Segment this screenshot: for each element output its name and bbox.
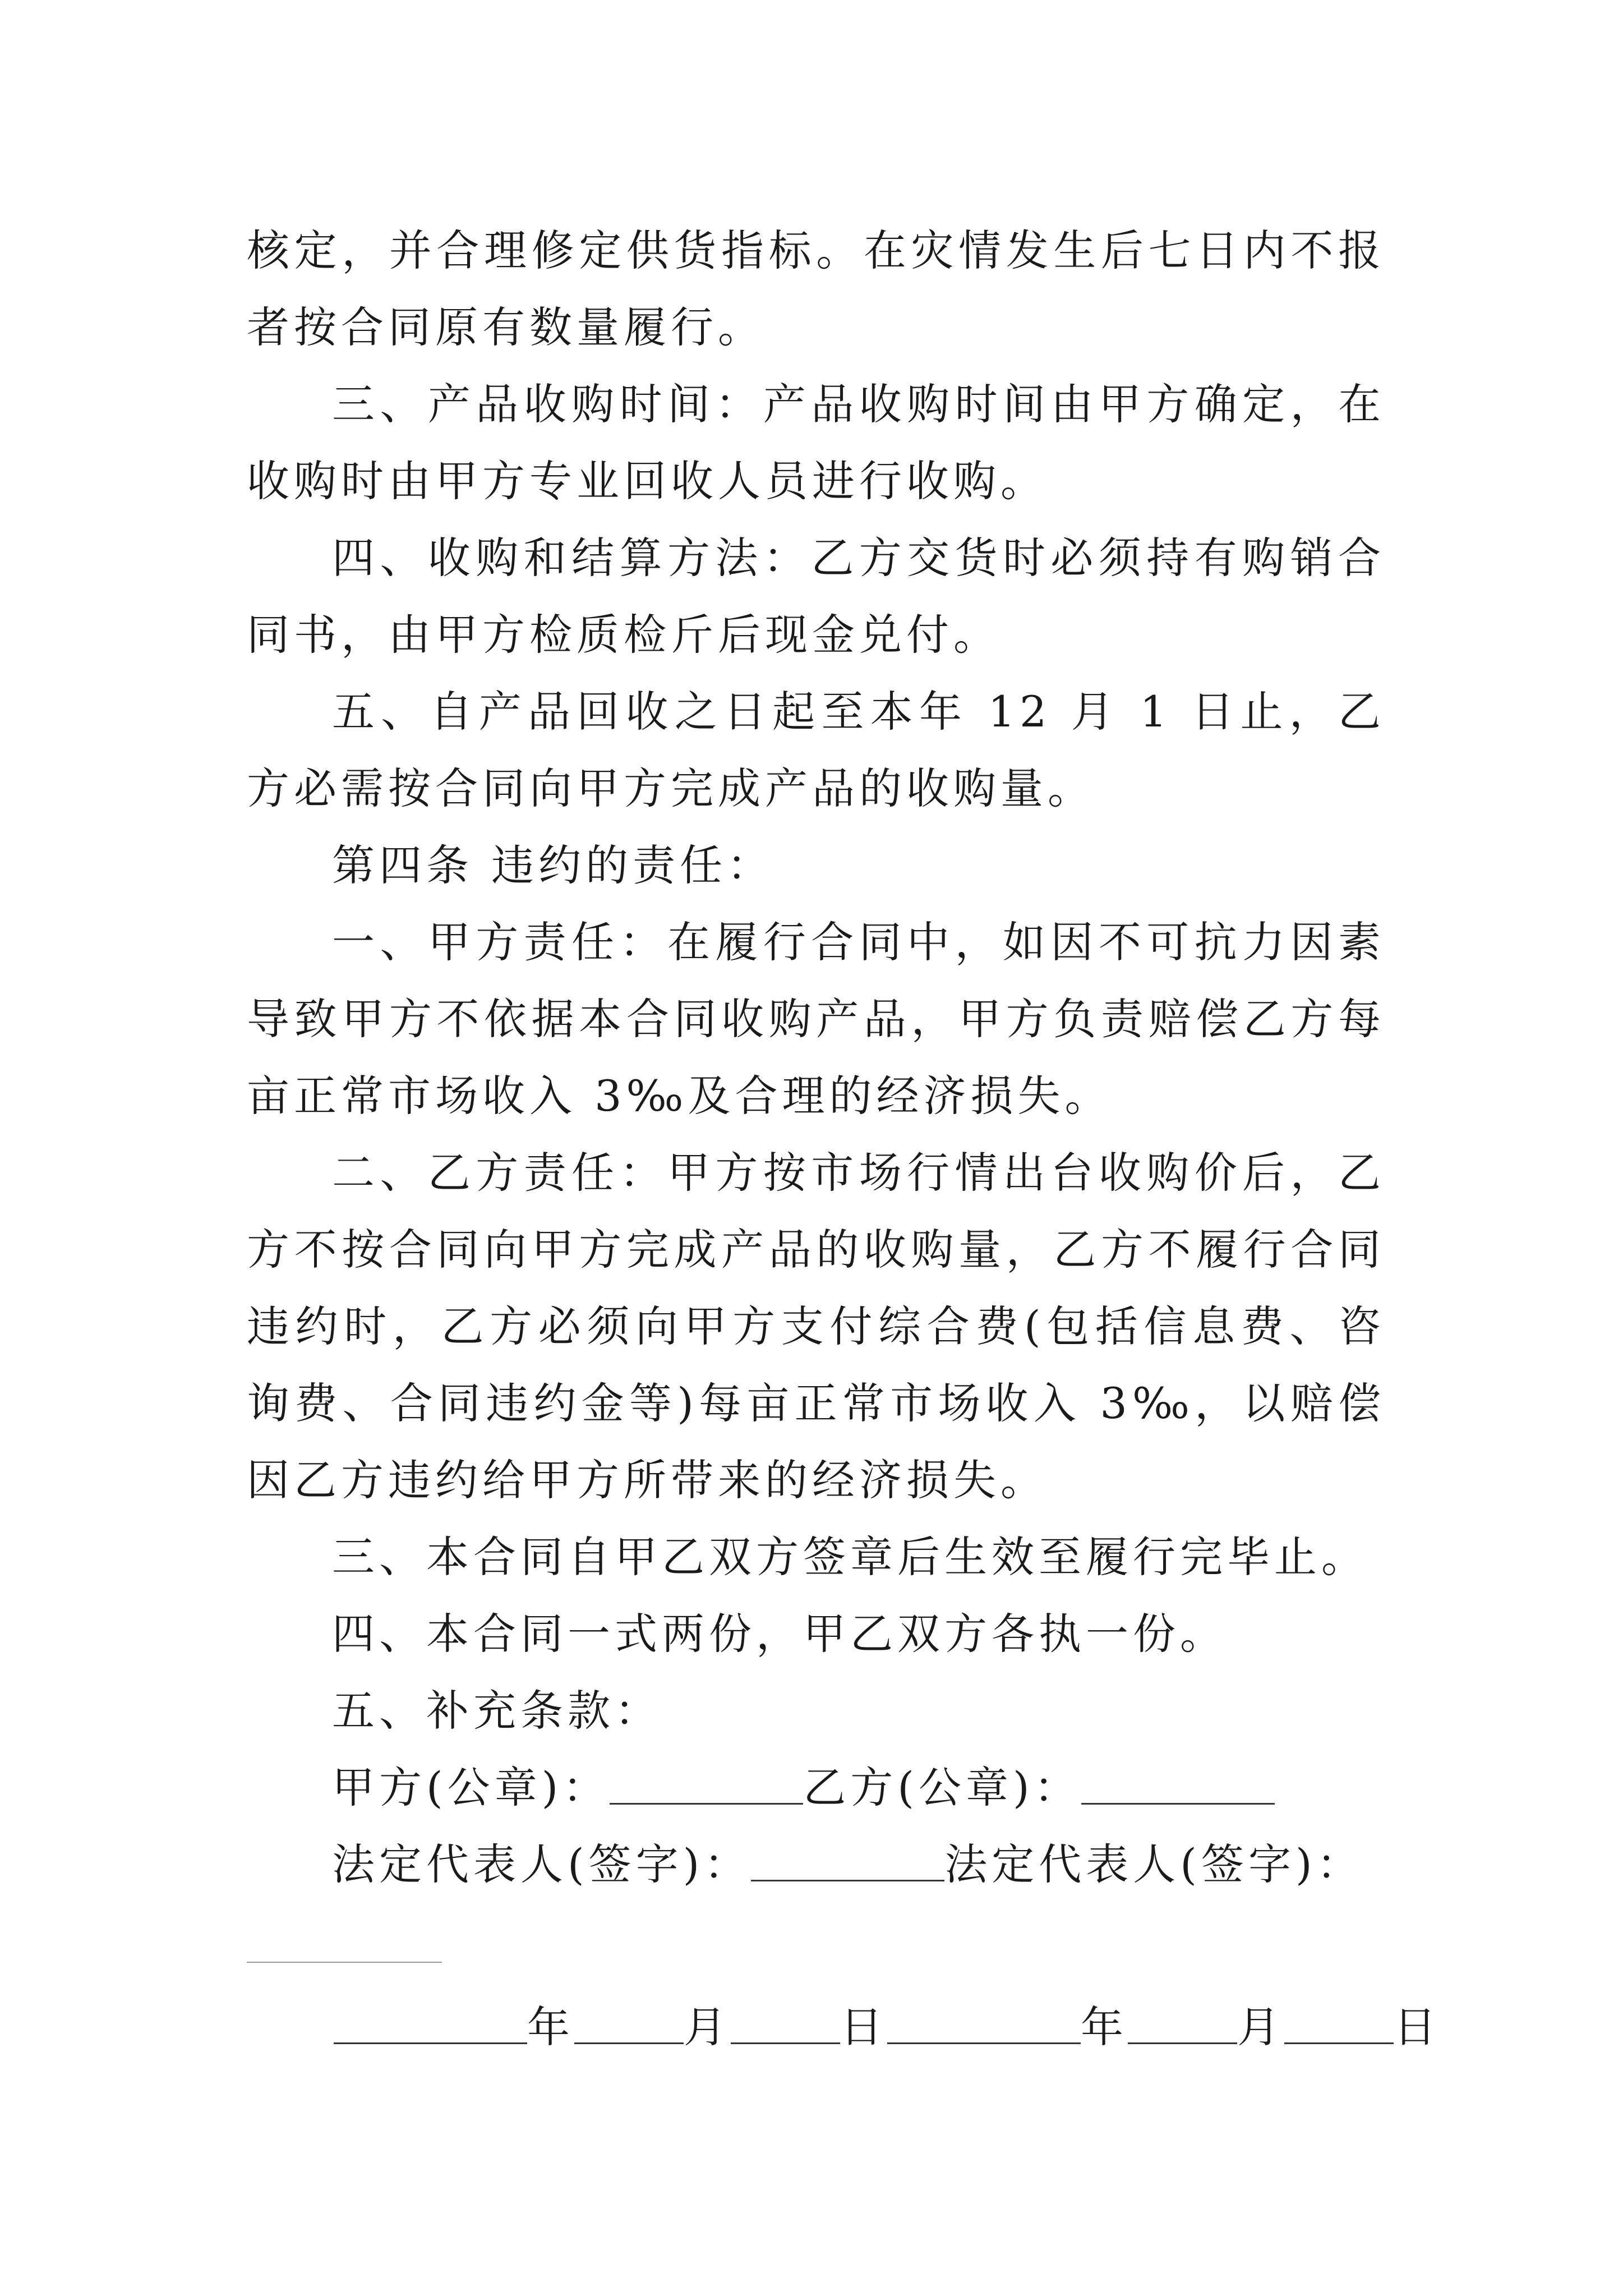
party-a-seal-blank[interactable] <box>610 1768 803 1805</box>
rep-b-blank[interactable] <box>247 1962 442 1963</box>
paragraph-purchase-quantity: 五、自产品回收之日起至本年 12 月 1 日止，乙方必需按合同向甲方完成产品的收购量。 <box>247 687 1385 813</box>
seal-line <box>247 1749 1385 1826</box>
rep-a-blank[interactable] <box>751 1845 944 1881</box>
paragraph-supplementary: 五、补充条款： <box>332 1686 662 1736</box>
representative-line <box>247 1826 1385 1903</box>
day-b-label: 日 <box>1394 2002 1441 2052</box>
day-b-blank[interactable] <box>1284 2008 1394 2044</box>
month-a-label: 月 <box>684 2002 731 2052</box>
day-a-label: 日 <box>840 2002 887 2052</box>
rep-a-label: 法定代表人(签字)： <box>332 1839 751 1889</box>
paragraph-1: 核定，并合理修定供货指标。在灾情发生后七日内不报者按合同原有数量履行。 <box>247 226 1385 352</box>
rep-b-label: 法定代表人(签字)： <box>944 1839 1364 1889</box>
paragraph-party-a-liability: 一、甲方责任：在履行合同中，如因不可抗力因素导致甲方不依据本合同收购产品，甲方负责赔偿乙方每亩正常市场收入 3‰及合理的经济损失。 <box>247 917 1385 1121</box>
year-a-blank[interactable] <box>334 2008 527 2044</box>
month-b-label: 月 <box>1237 2002 1284 2052</box>
article-four-heading: 第四条 违约的责任： <box>332 840 774 890</box>
year-b-label: 年 <box>1081 2002 1128 2052</box>
month-b-blank[interactable] <box>1128 2008 1237 2044</box>
contract-body <box>247 212 1385 1903</box>
paragraph-copies: 四、本合同一式两份，甲乙双方各执一份。 <box>332 1609 1227 1659</box>
paragraph-party-b-liability: 二、乙方责任：甲方按市场行情出台收购价后，乙方不按合同向甲方完成产品的收购量，乙方不履行合同违约时，乙方必须向甲方支付综合费(包括信息费、咨询费、合同违约金等)每亩正常市场收入 3‰，以赔偿因乙方违约给甲方所带来的经济损失。 <box>247 1148 1385 1505</box>
year-a-label: 年 <box>527 2002 574 2052</box>
day-a-blank[interactable] <box>731 2008 840 2044</box>
date-line <box>334 1989 1441 2065</box>
month-a-blank[interactable] <box>574 2008 684 2044</box>
year-b-blank[interactable] <box>887 2008 1081 2044</box>
party-a-seal-label: 甲方(公章)： <box>332 1763 610 1812</box>
paragraph-settlement: 四、收购和结算方法：乙方交货时必须持有购销合同书，由甲方检质检斤后现金兑付。 <box>247 533 1385 660</box>
party-b-seal-label: 乙方(公章)： <box>803 1763 1081 1812</box>
party-b-seal-blank[interactable] <box>1081 1768 1275 1805</box>
paragraph-effective: 三、本合同自甲乙双方签章后生效至履行完毕止。 <box>332 1532 1368 1582</box>
paragraph-purchase-time: 三、产品收购时间：产品收购时间由甲方确定，在收购时由甲方专业回收人员进行收购。 <box>247 379 1385 506</box>
